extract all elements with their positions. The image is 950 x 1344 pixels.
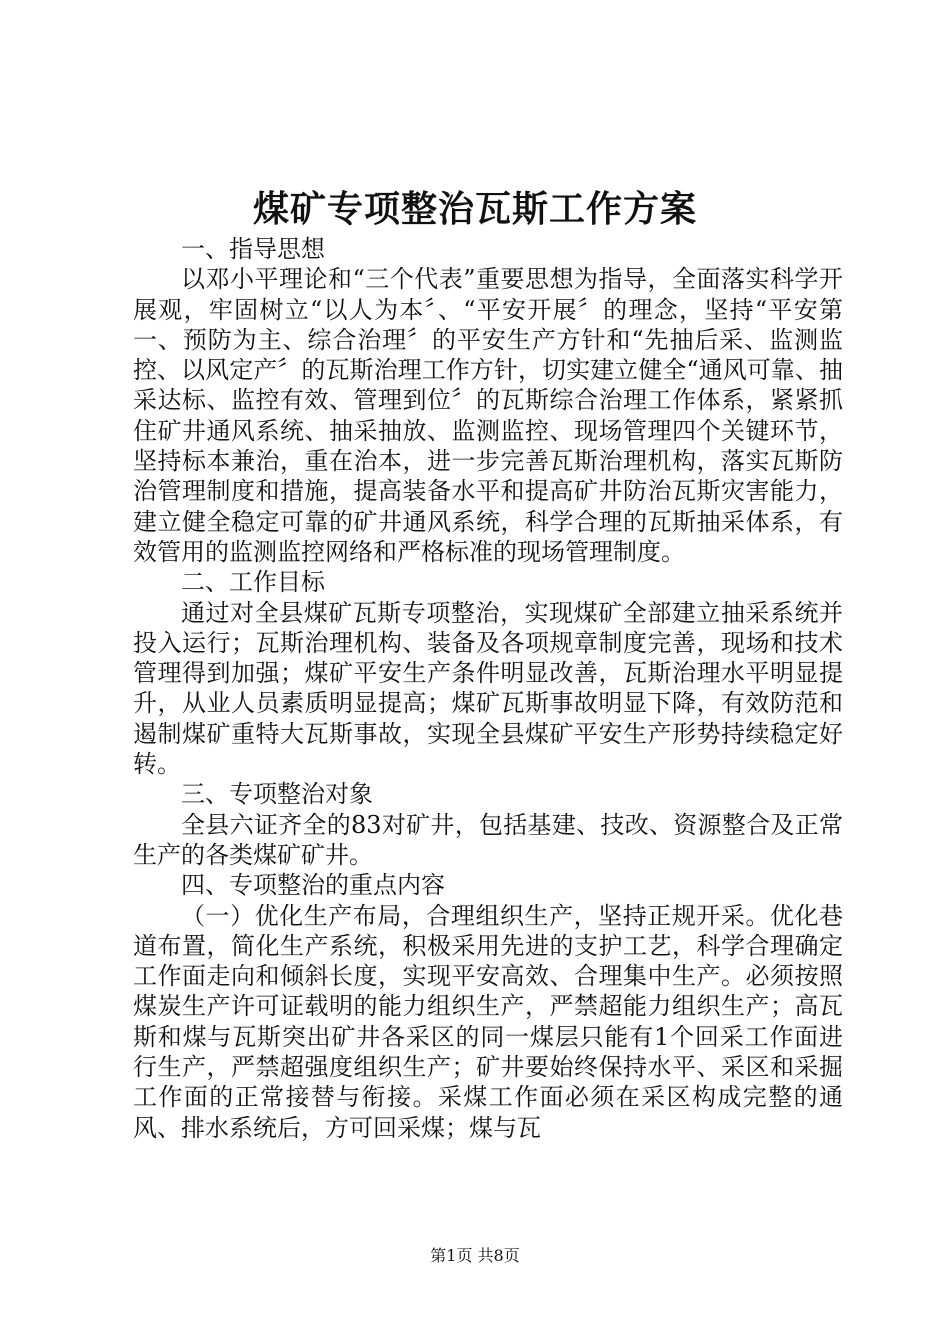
section-paragraph-guiding-ideology: 以邓小平理论和“三个代表”重要思想为指导，全面落实科学开展观，牢固树立“以人为本〞、“平安开展〞的理念，坚持“平安第一、预防为主、综合治理〞的平安生产方针和“先抽后采、监测监控、以风定产〞的瓦斯治理工作方针，切实建立健全“通风可靠、抽采达标、监控有效、管理到位〞的瓦斯综合治理工作体系，紧紧抓住矿井通风系统、抽采抽放、监测监控、现场管理四个关键环节，坚持标本兼治，重在治本，进一步完善瓦斯治理机构，落实瓦斯防治管理制度和措施，提高装备水平和提高矿井防治瓦斯灾害能力，建立健全稳定可靠的矿井通风系统，科学合理的瓦斯抽采体系，有效管用的监测监控网络和严格标准的现场管理制度。 xyxy=(133,265,843,566)
section-heading-key-content: 四、专项整治的重点内容 xyxy=(181,871,445,900)
section-paragraph-targets: 全县六证齐全的83对矿井，包括基建、技改、资源整合及正常生产的各类煤矿矿井。 xyxy=(133,810,843,869)
page-footer: 第1页 共8页 xyxy=(430,1246,520,1265)
section-heading-work-goals: 二、工作目标 xyxy=(181,568,325,597)
section-heading-targets: 三、专项整治对象 xyxy=(181,780,373,809)
section-paragraph-work-goals: 通过对全县煤矿瓦斯专项整治，实现煤矿全部建立抽采系统并投入运行；瓦斯治理机构、装备及各项规章制度完善，现场和技术管理得到加强；煤矿平安生产条件明显改善，瓦斯治理水平明显提升，从业人员素质明显提高；煤矿瓦斯事故明显下降，有效防范和遏制煤矿重特大瓦斯事故，实现全县煤矿平安生产形势持续稳定好转。 xyxy=(133,598,843,779)
document-title: 煤矿专项整治瓦斯工作方案 xyxy=(252,188,697,230)
section-paragraph-key-content: （一）优化生产布局，合理组织生产，坚持正规开采。优化巷道布置，简化生产系统，积极采用先进的支护工艺，科学合理确定工作面走向和倾斜长度，实现平安高效、合理集中生产。必须按照煤炭生产许可证载明的能力组织生产，严禁超能力组织生产；高瓦斯和煤与瓦斯突出矿井各采区的同一煤层只能有1个回采工作面进行生产，严禁超强度组织生产；矿井要始终保持水平、采区和采掘工作面的正常接替与衔接。采煤工作面必须在采区构成完整的通风、排水系统后，方可回采煤；煤与瓦 xyxy=(133,901,843,1142)
document-body xyxy=(133,234,843,1143)
section-heading-guiding-ideology: 一、指导思想 xyxy=(181,235,325,263)
